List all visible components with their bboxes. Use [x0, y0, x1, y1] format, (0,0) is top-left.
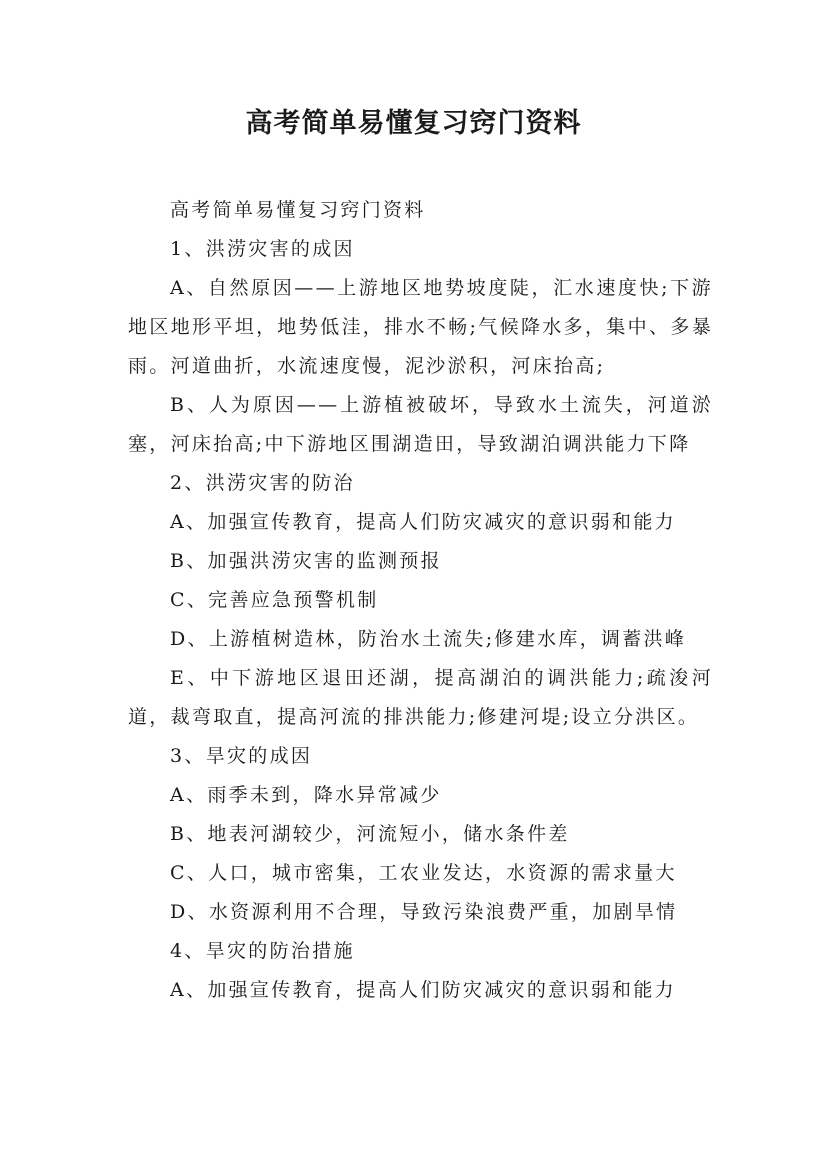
paragraph-2d: D、上游植树造林，防治水土流失;修建水库，调蓄洪峰 [170, 628, 687, 650]
paragraph-2a: A、加强宣传教育，提高人们防灾减灾的意识弱和能力 [170, 511, 676, 533]
paragraph-3b: B、地表河湖较少，河流短小，储水条件差 [170, 823, 570, 845]
section-heading-4: 4、旱灾的防治措施 [170, 940, 355, 962]
paragraph-1b: B、人为原因——上游植被破坏，导致水土流失，河道淤塞，河床抬高;中下游地区围湖造田，导致湖泊调洪能力下降 [128, 394, 713, 455]
paragraph-1a: A、自然原因——上游地区地势坡度陡，汇水速度快;下游地区地形平坦，地势低洼，排水不畅;气候降水多，集中、多暴雨。河道曲折，水流速度慢，泥沙淤积，河床抬高; [128, 277, 713, 377]
paragraph-3a: A、雨季未到，降水异常减少 [170, 784, 442, 806]
paragraph-2e: E、中下游地区退田还湖，提高湖泊的调洪能力;疏浚河道，裁弯取直，提高河流的排洪能力;修建河堤;设立分洪区。 [128, 667, 713, 728]
paragraph-2b: B、加强洪涝灾害的监测预报 [170, 550, 442, 572]
document-body [128, 191, 713, 1010]
paragraph-3c: C、人口，城市密集，工农业发达，水资源的需求量大 [170, 862, 677, 884]
paragraph-3d: D、水资源利用不合理，导致污染浪费严重，加剧旱情 [170, 901, 678, 923]
paragraph-2c: C、完善应急预警机制 [170, 589, 379, 611]
section-heading-3: 3、旱灾的成因 [170, 745, 313, 767]
paragraph-4a: A、加强宣传教育，提高人们防灾减灾的意识弱和能力 [170, 979, 676, 1001]
section-heading-1: 1、洪涝灾害的成因 [170, 238, 355, 260]
paragraph-subtitle: 高考简单易懂复习窍门资料 [170, 199, 426, 221]
section-heading-2: 2、洪涝灾害的防治 [170, 472, 355, 494]
document-title: 高考简单易懂复习窍门资料 [245, 108, 582, 139]
